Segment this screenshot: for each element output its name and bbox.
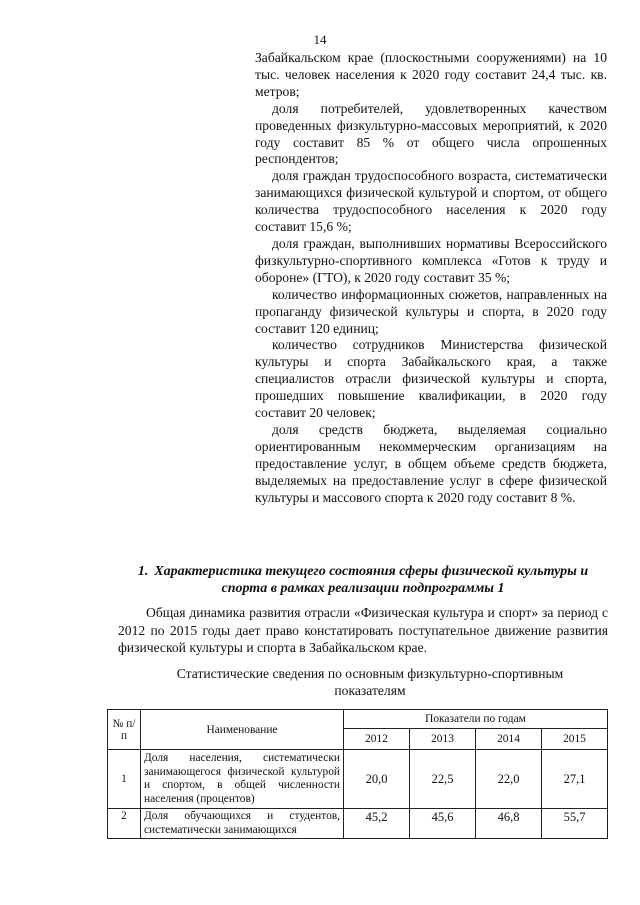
row-value: 55,7	[542, 809, 608, 839]
header-year: 2014	[476, 729, 542, 750]
header-number: № п/п	[108, 710, 141, 750]
section-heading	[118, 563, 608, 597]
row-number: 1	[108, 750, 141, 809]
paragraph-7: доля средств бюджета, выделяемая социально ориентированным некоммерческим организациям на предоставление услуг, в общем объеме средств бюджета, выделяемых на предоставление услуг в сфере физической культуры и массового спорта к 2020 году составит 8 %.	[255, 421, 607, 505]
paragraph-5: количество информационных сюжетов, направленных на пропаганду физической культуры и спорта, в 2020 году составит 120 единиц;	[255, 286, 607, 336]
section-title: Характеристика текущего состояния сферы физической культуры и спорта в рамках реализации подпрограммы 1	[154, 564, 589, 596]
table-caption: Статистические сведения по основным физкультурно-спортивным показателям	[176, 666, 564, 698]
row-value: 22,5	[410, 750, 476, 809]
indicator-list	[255, 50, 607, 506]
section-number: 1.	[137, 564, 149, 579]
row-name: Доля обучающихся и студентов, систематически занимающихся	[144, 810, 340, 836]
table-row	[108, 809, 608, 839]
row-value: 20,0	[344, 750, 410, 809]
paragraph-1: Забайкальском крае (плоскостными сооружениями) на 10 тыс. человек населения к 2020 году составит 24,4 тыс. кв. метров;	[255, 50, 607, 99]
header-year: 2012	[344, 729, 410, 750]
row-value: 46,8	[476, 809, 542, 839]
statistics-table	[107, 709, 608, 839]
row-value: 45,6	[410, 809, 476, 839]
row-name-cell	[141, 809, 344, 839]
header-year: 2015	[542, 729, 608, 750]
row-name-cell	[141, 750, 344, 809]
table-row	[108, 750, 608, 809]
header-year: 2013	[410, 729, 476, 750]
header-year-group: Показатели по годам	[344, 710, 608, 729]
page-number: 14	[313, 32, 327, 47]
row-value: 45,2	[344, 809, 410, 839]
paragraph-3: доля граждан трудоспособного возраста, систематически занимающихся физической культурой и спортом, от общего количества трудоспособного населения к 2020 году составит 15,6 %;	[255, 168, 607, 235]
body-paragraph: Общая динамика развития отрасли «Физическая культура и спорт» за период с 2012 по 2015 годы дает право констатировать поступательное движение развития физической культуры и спорта в Забайкальском крае.	[118, 605, 608, 655]
paragraph-2: доля потребителей, удовлетворенных качеством проведенных физкультурно-массовых мероприятий, к 2020 году составит 85 % от общего числа опрошенных респондентов;	[255, 100, 607, 167]
row-value: 27,1	[542, 750, 608, 809]
paragraph-4: доля граждан, выполнивших нормативы Всероссийского физкультурно-спортивного комплекса «Готов к труду и обороне» (ГТО), к 2020 году составит 35 %;	[255, 235, 607, 285]
row-value: 22,0	[476, 750, 542, 809]
row-number: 2	[108, 809, 141, 839]
header-name: Наименование	[141, 710, 344, 750]
table-header-row	[108, 710, 608, 729]
row-name: Доля населения, систематически занимающегося физической культурой и спортом, в общей численности населения (процентов)	[144, 752, 340, 805]
paragraph-6: количество сотрудников Министерства физической культуры и спорта Забайкальского края, а также специалистов отрасли физической культуры и спорта, прошедших повышение квалификации, в 2020 году составит 20 человек;	[255, 337, 607, 421]
